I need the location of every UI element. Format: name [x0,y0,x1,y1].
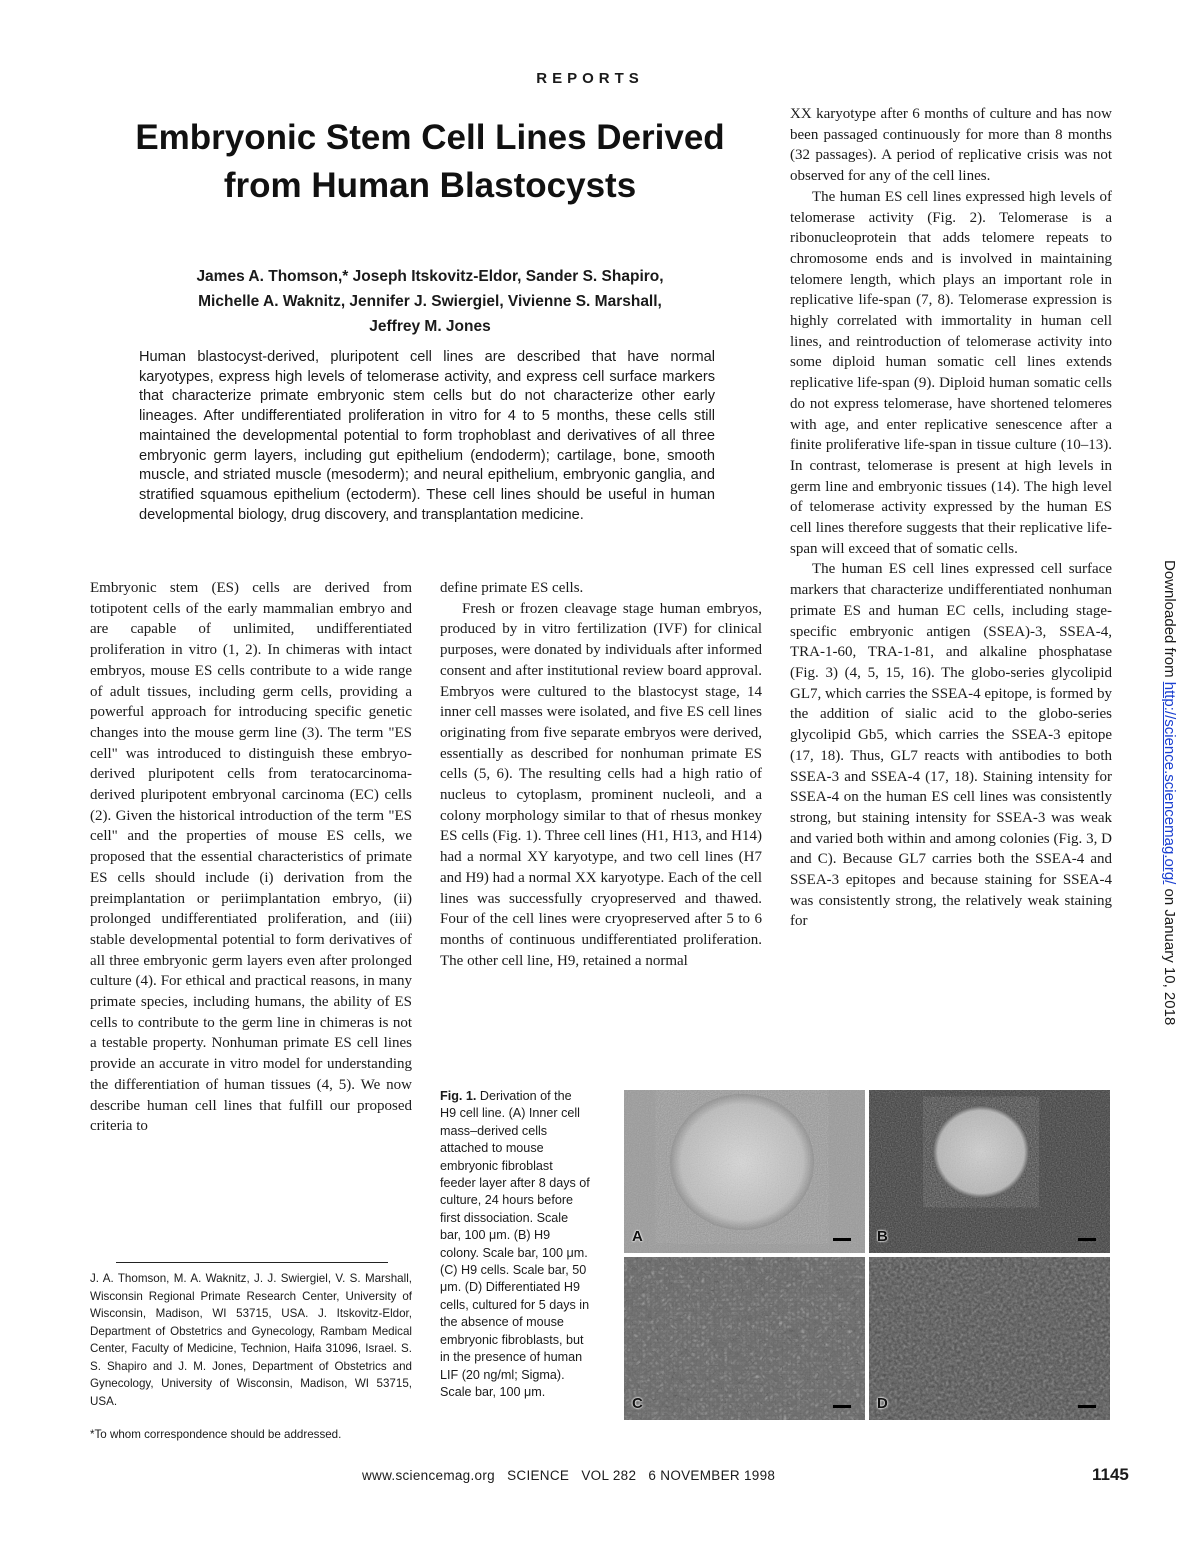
figure-panel-c [624,1257,865,1420]
scale-bar [1078,1238,1096,1241]
body-column-2 [440,578,762,971]
source-link[interactable]: http://science.sciencemag.org/ [1161,681,1178,885]
body-paragraph: Embryonic stem (ES) cells are derived from totipotent cells of the early mammalian embryo and are capable of unlimited, undifferentiated proliferation in vitro (1, 2). In chimeras with intact embryos, mouse ES cells contribute to a wide range of adult tissues, including germ cells, providing a powerful approach for introducing specific genetic changes into the mouse germ line (3). The term "ES cell" was introduced to distinguish these embryo-derived pluripotent cells from teratocarcinoma-derived pluripotent embryonal carcinoma (EC) cells (2). Given the historical introduction of the term "ES cell" and the properties of mouse ES cells, we proposed that the essential characteristics of primate ES cells should include (i) derivation from the preimplantation or periimplantation embryo, (ii) prolonged undifferentiated proliferation, and (iii) stable developmental potential to form derivatives of all three embryonic germ layers even after prolonged culture (4). For ethical and practical reasons, in many primate species, including humans, the ability of ES cells to contribute to the germ line in chimeras is not a testable property. Nonhuman primate ES cell lines provide an accurate in vitro model for understanding the differentiation of human tissues (4, 5). We now describe human cell lines that fulfill our proposed criteria to [90,580,412,1135]
figure-panel-a [624,1090,865,1253]
micrograph-d-image [869,1257,1110,1420]
author-line: Jeffrey M. Jones [369,318,491,335]
body-paragraph: XX karyotype after 6 months of culture and has now been passaged continuously for more than 8 months (32 passages). A period of replicative crisis was not observed for any of the cell lines. [790,106,1112,185]
figure-caption [440,1088,590,1401]
footnote-divider [116,1262,388,1263]
body-paragraph: The human ES cell lines expressed cell surface markers that characterize undifferentiated nonhuman primate ES and human EC cells, including stage-specific embryonic antigen (SSEA)-3, SSEA-4, TRA-1-60, TRA-1-81, and alkaline phosphatase (Fig. 3) (4, 5, 15, 16). The globo-series glycolipid GL7, which carries the SSEA-4 epitope, is formed by the addition of sialic acid to the globo-series glycolipid Gb5, which carries the SSEA-3 epitope (17, 18). Thus, GL7 reacts with antibodies to both SSEA-3 and SSEA-4 (17, 18). Staining intensity for SSEA-4 on the human ES cell lines was consistently strong, but staining intensity for SSEA-3 was weak and varied both within and among colonies (Fig. 3, D and C). Because GL7 carries both the SSEA-4 and SSEA-3 epitopes and because staining for SSEA-4 was consistently strong, the relatively weak staining for [790,561,1112,930]
panel-label: D [877,1395,888,1412]
watermark-suffix: on January 10, 2018 [1161,884,1178,1026]
scale-bar [833,1238,851,1241]
section-label: REPORTS [536,70,644,87]
body-column-3 [790,104,1112,932]
figure-panel-d [869,1257,1110,1420]
panel-label: B [877,1228,888,1245]
panel-label: A [632,1228,643,1245]
figure-caption-text: Derivation of the H9 cell line. (A) Inner cell mass–derived cells attached to mouse embryonic fibroblast feeder layer after 8 days of culture, 24 hours before first dissociation. Scale bar, 100 μm. (B) H9 colony. Scale bar, 100 μm. (C) H9 cells. Scale bar, 50 μm. (D) Differentiated H9 cells, cultured for 5 days in the absence of mouse embryonic fibroblasts, but in the presence of human LIF (20 ng/ml; Sigma). Scale bar, 100 μm. [440,1089,590,1399]
download-watermark [1158,560,1178,1160]
figure-panel-b [869,1090,1110,1253]
body-paragraph: define primate ES cells. [440,580,584,596]
author-affiliations: J. A. Thomson, M. A. Waknitz, J. J. Swiergiel, V. S. Marshall, Wisconsin Regional Primate Research Center, University of Wisconsin, Madison, WI 53715, USA. J. Itskovitz-Eldor, Department of Obstetrics and Gynecology, Rambam Medical Center, Faculty of Medicine, Technion, Haifa 31096, Israel. S. S. Shapiro and J. M. Jones, Department of Obstetrics and Gynecology, University of Wisconsin, Madison, WI 53715, USA. [90,1272,412,1408]
journal-footer: www.sciencemag.org SCIENCE VOL 282 6 NOVEMBER 1998 [362,1468,776,1483]
panel-label: C [632,1395,643,1412]
figure-caption-title: Fig. 1. [440,1089,477,1103]
watermark-prefix: Downloaded from [1161,560,1178,682]
micrograph-b-image [869,1090,1110,1253]
micrograph-a-image [624,1090,865,1253]
abstract: Human blastocyst-derived, pluripotent cell lines are described that have normal karyotypes, express high levels of telomerase activity, and express cell surface markers that characterize primate embryonic stem cells but do not characterize other early lineages. After undifferentiated proliferation in vitro for 4 to 5 months, these cells still maintained the developmental potential to form trophoblast and derivatives of all three embryonic germ layers, including gut epithelium (endoderm); cartilage, bone, smooth muscle, and striated muscle (mesoderm); and neural epithelium, embryonic ganglia, and stratified squamous epithelium (ectoderm). These cell lines should be useful in human developmental biology, drug discovery, and transplantation medicine. [139,349,715,523]
author-list [120,264,740,339]
correspondence-note: *To whom correspondence should be addressed. [90,1428,342,1441]
body-paragraph: Fresh or frozen cleavage stage human embryos, produced by in vitro fertilization (IVF) for clinical purposes, were donated by individuals after informed consent and after institutional review board approval. Embryos were cultured to the blastocyst stage, 14 inner cell masses were isolated, and five ES cell lines originating from five separate embryos were derived, essentially as described for nonhuman primate ES cells (5, 6). The resulting cells had a high ratio of nucleus to cytoplasm, prominent nucleoli, and a colony morphology similar to that of rhesus monkey ES cells (Fig. 1). Three cell lines (H1, H13, and H14) had a normal XY karyotype, and two cell lines (H7 and H9) had a normal XX karyotype. Each of the cell lines was successfully cryopreserved and thawed. Four of the cell lines were cryopreserved after 5 to 6 months of continuous undifferentiated proliferation. The other cell line, H9, retained a normal [440,600,762,969]
scale-bar [833,1405,851,1408]
body-column-1 [90,578,412,1137]
scale-bar [1078,1405,1096,1408]
page-number: 1145 [1092,1465,1129,1484]
body-paragraph: The human ES cell lines expressed high levels of telomerase activity (Fig. 2). Telomerase is a ribonucleoprotein that adds telomere repeats to chromosome ends and is involved in maintaining telomere length, which plays an important role in replicative life-span (7, 8). Telomerase expression is highly correlated with immortality in human cell lines, and reintroduction of telomerase activity into some diploid human somatic cell lines extends replicative life-span (9). Diploid human somatic cells do not express telomerase, have shortened telomeres with age, and enter replicative senescence after a finite proliferative life-span in tissue culture (10–13). In contrast, telomerase is present at high levels in germ line and embryonic tissues (14). The high level of telomerase activity expressed by the human ES cell lines therefore suggests that their replicative life-span will exceed that of somatic cells. [790,188,1112,557]
figure-1-micrographs [624,1090,1111,1421]
author-line: James A. Thomson,* Joseph Itskovitz-Eldor, Sander S. Shapiro, [196,268,664,285]
article-title: Embryonic Stem Cell Lines Derived from Human Blastocysts [135,118,725,205]
author-line: Michelle A. Waknitz, Jennifer J. Swiergiel, Vivienne S. Marshall, [198,293,662,310]
micrograph-c-image [624,1257,865,1420]
